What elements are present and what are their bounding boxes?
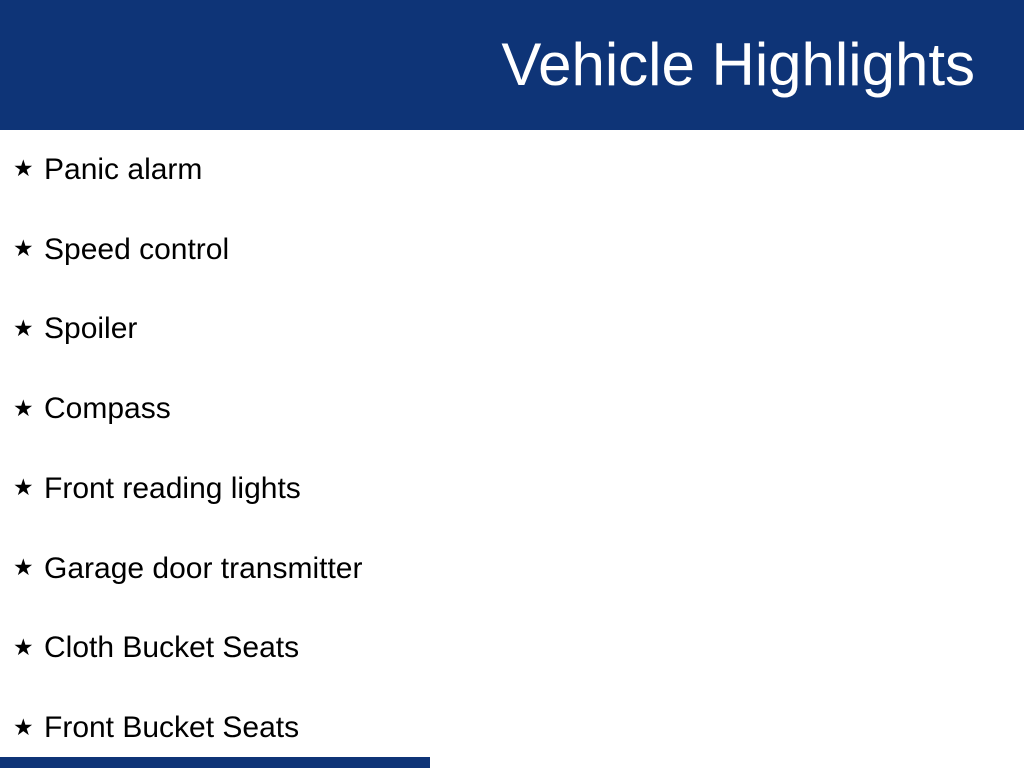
star-bullet-icon: ★: [13, 394, 34, 421]
list-item-label: Garage door transmitter: [44, 551, 363, 585]
list-item: [13, 210, 1024, 290]
list-item: [13, 290, 1024, 370]
list-item-label: Compass: [44, 392, 171, 426]
list-item: [13, 449, 1024, 529]
list-item-label: Spoiler: [44, 312, 138, 346]
list-item-label: Front Bucket Seats: [44, 711, 300, 745]
star-bullet-icon: ★: [13, 633, 34, 660]
list-item-label: Speed control: [44, 232, 230, 266]
list-item: [13, 609, 1024, 689]
star-bullet-icon: ★: [13, 713, 34, 740]
star-bullet-icon: ★: [13, 235, 34, 262]
list-item-label: Cloth Bucket Seats: [44, 631, 300, 665]
star-bullet-icon: ★: [13, 155, 34, 182]
star-bullet-icon: ★: [13, 474, 34, 501]
slide-header: [0, 0, 1024, 130]
list-item-label: Front reading lights: [44, 471, 301, 505]
footer-accent-bar: [0, 757, 430, 768]
star-bullet-icon: ★: [13, 554, 34, 581]
list-item: [13, 529, 1024, 609]
star-bullet-icon: ★: [13, 314, 34, 341]
list-item-label: Panic alarm: [44, 152, 203, 186]
list-item: [13, 130, 1024, 210]
list-item: [13, 369, 1024, 449]
highlights-list: [0, 130, 1024, 768]
slide-title: Vehicle Highlights: [501, 31, 975, 98]
